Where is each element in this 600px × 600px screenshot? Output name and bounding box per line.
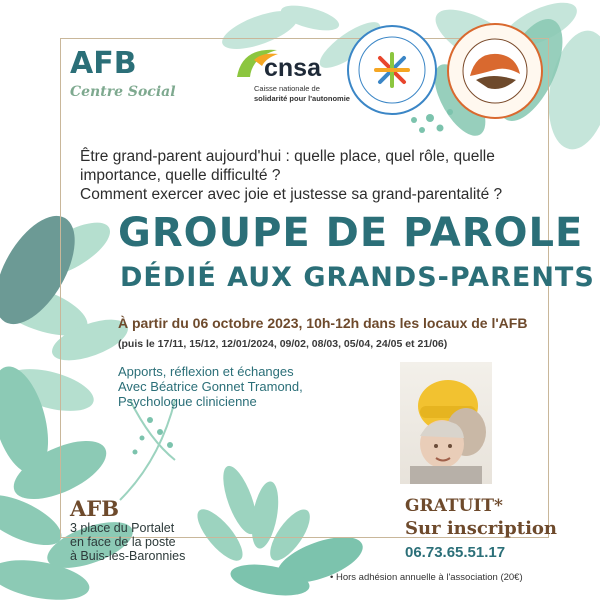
cnsa-line1: Caisse nationale de — [254, 84, 320, 93]
intro-line-1: Être grand-parent aujourd'hui : quelle place, quel rôle, quelle — [80, 148, 495, 165]
schedule-main: À partir du 06 octobre 2023, 10h-12h dans les locaux de l'AFB — [118, 315, 528, 331]
association-familiale-logo — [446, 22, 544, 120]
offer-free: GRATUIT* — [405, 496, 503, 516]
offer-phone: 06.73.65.51.17 — [405, 544, 506, 561]
cnsa-line2: solidarité pour l'autonomie — [254, 94, 350, 103]
intro-line-3: Comment exercer avec joie et justesse sa grand-parentalité ? — [80, 186, 503, 203]
conference-financeurs-logo — [346, 24, 438, 116]
address-line-3: à Buis-les-Baronnies — [70, 549, 186, 563]
title-line-1: GROUPE DE PAROLE — [118, 210, 584, 256]
address-name: AFB — [70, 496, 119, 521]
offer-footnote: • Hors adhésion annuelle à l'association (20€) — [330, 572, 523, 583]
photo-illustration-icon — [400, 362, 492, 484]
schedule-dates: (puis le 17/11, 15/12, 12/01/2024, 09/02, 08/03, 05/04, 24/05 et 21/06) — [118, 338, 448, 350]
conference-logo-icon — [346, 24, 438, 116]
address-line-1: 3 place du Portalet — [70, 521, 175, 535]
afb-logo-title: AFB — [70, 46, 137, 81]
cnsa-logo — [232, 42, 350, 112]
title-line-2: DÉDIÉ AUX GRANDS-PARENTS — [120, 262, 595, 293]
details-line-1: Apports, réflexion et échanges — [118, 364, 294, 379]
intro-line-2: importance, quelle difficulté ? — [80, 167, 281, 184]
cnsa-name: cnsa — [264, 54, 321, 82]
details-line-3: Psychologue clinicienne — [118, 394, 257, 409]
afb-logo-subtitle: Centre Social — [70, 84, 176, 100]
address-line-2: en face de la poste — [70, 535, 176, 549]
grandparent-child-photo — [400, 362, 492, 484]
offer-registration: Sur inscription — [405, 518, 558, 539]
details-line-2: Avec Béatrice Gonnet Tramond, — [118, 379, 303, 394]
association-logo-icon — [446, 22, 544, 120]
